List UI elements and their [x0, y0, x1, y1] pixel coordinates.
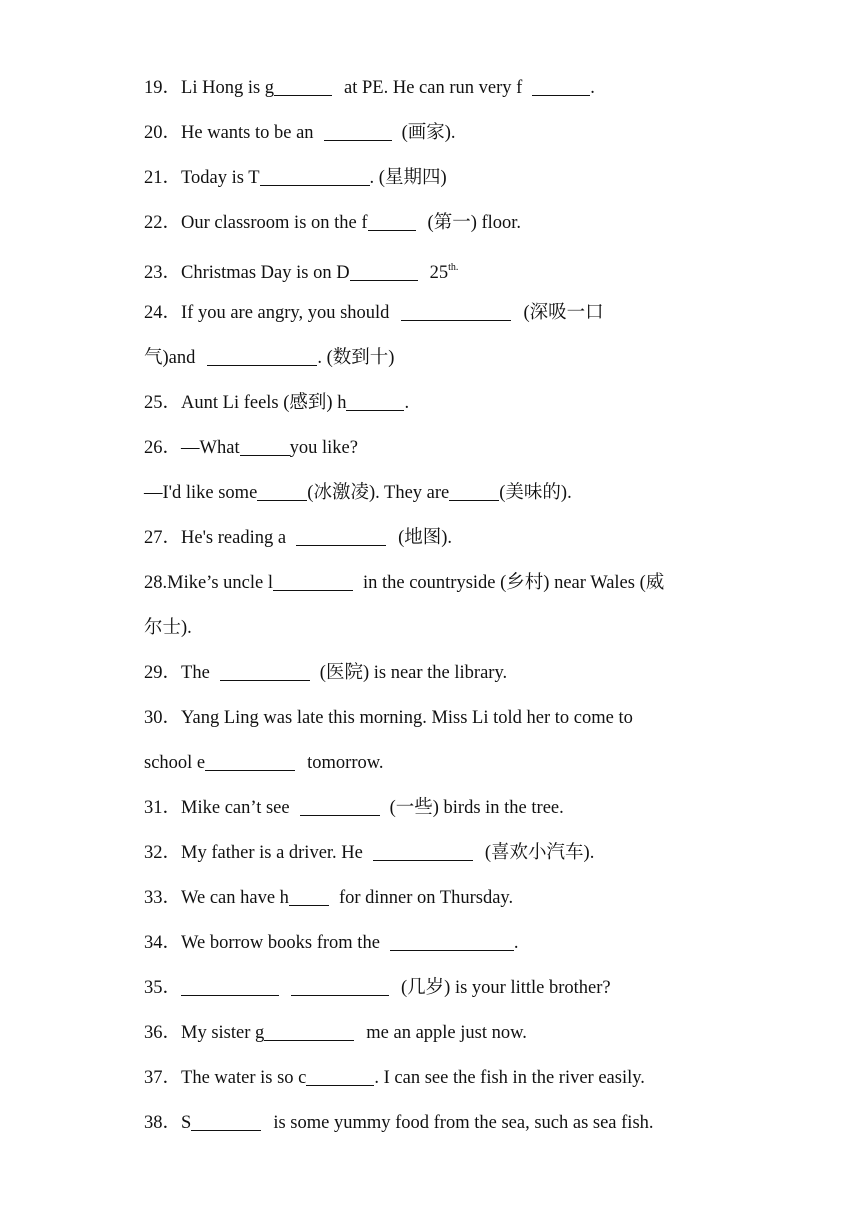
- question-text: . I can see the fish in the river easily.: [374, 1068, 645, 1088]
- question-number: 30．: [144, 708, 182, 728]
- answer-blank[interactable]: [264, 1020, 354, 1041]
- question-33: [144, 880, 744, 925]
- answer-blank[interactable]: [191, 1110, 261, 1131]
- question-29: [144, 655, 744, 700]
- question-text: (美味的).: [499, 483, 572, 503]
- answer-blank[interactable]: [181, 975, 279, 996]
- question-number: 21．: [144, 168, 182, 188]
- question-31: [144, 790, 744, 835]
- question-text: in the countryside (乡村) near Wales (威: [362, 573, 665, 593]
- answer-blank[interactable]: [205, 750, 295, 771]
- question-text: (画家).: [401, 123, 456, 143]
- question-text: is some yummy food from the sea, such as sea fish.: [273, 1113, 654, 1133]
- question-text: Today is T: [181, 168, 260, 188]
- ordinal-suffix: th.: [448, 262, 459, 273]
- answer-blank[interactable]: [296, 525, 386, 546]
- question-text: S: [181, 1113, 192, 1133]
- question-text: (深吸一口: [523, 303, 604, 323]
- question-30: [144, 700, 744, 745]
- question-text: He's reading a: [181, 528, 287, 548]
- question-text: (地图).: [398, 528, 453, 548]
- question-number: 20．: [144, 123, 182, 143]
- question-38: [144, 1105, 744, 1150]
- question-30-continued: [144, 745, 744, 790]
- question-27: [144, 520, 744, 565]
- answer-blank[interactable]: [289, 885, 329, 906]
- question-number: 25．: [144, 393, 182, 413]
- question-22: [144, 205, 744, 250]
- answer-blank[interactable]: [220, 660, 310, 681]
- question-number: 35．: [144, 978, 182, 998]
- question-28: [144, 565, 744, 610]
- question-number: 36．: [144, 1023, 182, 1043]
- question-number: 38．: [144, 1113, 182, 1133]
- question-text: (医院) is near the library.: [319, 663, 508, 683]
- question-28-continued: [144, 610, 744, 655]
- question-number: 28.: [144, 573, 168, 593]
- question-text: (喜欢小汽车).: [484, 843, 595, 863]
- question-text: .: [513, 933, 519, 953]
- question-number: 34．: [144, 933, 182, 953]
- question-text: He wants to be an: [181, 123, 314, 143]
- question-text: 气)and: [144, 348, 196, 368]
- question-number: 26．: [144, 438, 182, 458]
- question-number: 33．: [144, 888, 182, 908]
- question-20: [144, 115, 744, 160]
- answer-blank[interactable]: [273, 570, 353, 591]
- question-text: .: [404, 393, 410, 413]
- question-text: Mike can’t see: [181, 798, 290, 818]
- exercise-page: [144, 70, 744, 1150]
- question-number: 23．: [144, 263, 182, 283]
- answer-blank[interactable]: [350, 260, 418, 281]
- question-text: Li Hong is g: [181, 78, 275, 98]
- question-19: [144, 70, 744, 115]
- question-text: —What: [181, 438, 240, 458]
- question-text: me an apple just now.: [366, 1023, 527, 1043]
- question-text: tomorrow.: [307, 753, 384, 773]
- question-text: .: [590, 78, 595, 98]
- question-text: 尔士).: [144, 618, 192, 638]
- question-text: school e: [144, 753, 206, 773]
- answer-blank[interactable]: [257, 480, 307, 501]
- answer-blank[interactable]: [207, 345, 317, 366]
- answer-blank[interactable]: [324, 120, 392, 141]
- answer-blank[interactable]: [401, 300, 511, 321]
- question-text: . (星期四): [369, 168, 447, 188]
- question-number: 31．: [144, 798, 182, 818]
- question-24-continued: [144, 340, 744, 385]
- answer-blank[interactable]: [260, 165, 370, 186]
- answer-blank[interactable]: [291, 975, 389, 996]
- answer-blank[interactable]: [368, 210, 416, 231]
- answer-blank[interactable]: [274, 75, 332, 96]
- answer-blank[interactable]: [532, 75, 590, 96]
- question-text: Aunt Li feels (感到) h: [181, 393, 347, 413]
- question-37: [144, 1060, 744, 1105]
- question-35: [144, 970, 744, 1015]
- question-number: 19．: [144, 78, 182, 98]
- question-text: The: [181, 663, 210, 683]
- question-34: [144, 925, 744, 970]
- answer-blank[interactable]: [300, 795, 380, 816]
- question-text: 25: [429, 263, 449, 283]
- question-26-answer-line: [144, 475, 744, 520]
- question-text: for dinner on Thursday.: [338, 888, 514, 908]
- answer-blank[interactable]: [373, 840, 473, 861]
- question-text: (几岁) is your little brother?: [401, 978, 611, 998]
- question-text: you like?: [289, 438, 358, 458]
- question-23: [144, 250, 744, 295]
- question-text: If you are angry, you should: [181, 303, 390, 323]
- question-text: Mike’s uncle l: [167, 573, 273, 593]
- question-text: Christmas Day is on D: [181, 263, 350, 283]
- question-text: My father is a driver. He: [181, 843, 363, 863]
- question-21: [144, 160, 744, 205]
- answer-blank[interactable]: [240, 435, 290, 456]
- question-number: 37．: [144, 1068, 182, 1088]
- answer-blank[interactable]: [390, 930, 514, 951]
- question-text: —I'd like some: [144, 483, 258, 503]
- question-text: (冰激凌). They are: [307, 483, 450, 503]
- question-text: (第一) floor.: [427, 213, 522, 233]
- question-text: . (数到十): [317, 348, 395, 368]
- question-number: 22．: [144, 213, 182, 233]
- question-number: 24．: [144, 303, 182, 323]
- question-text: My sister g: [181, 1023, 265, 1043]
- answer-blank[interactable]: [449, 480, 499, 501]
- question-text: Yang Ling was late this morning. Miss Li told her to come to: [181, 708, 633, 728]
- question-text: at PE. He can run very f: [344, 78, 523, 98]
- question-36: [144, 1015, 744, 1060]
- question-text: The water is so c: [181, 1068, 307, 1088]
- question-text: (一些) birds in the tree.: [389, 798, 564, 818]
- question-24: [144, 295, 744, 340]
- answer-blank[interactable]: [346, 390, 404, 411]
- question-text: We can have h: [181, 888, 289, 908]
- question-26: [144, 430, 744, 475]
- question-25: [144, 385, 744, 430]
- question-text: Our classroom is on the f: [181, 213, 368, 233]
- question-number: 29．: [144, 663, 182, 683]
- question-number: 27．: [144, 528, 182, 548]
- question-32: [144, 835, 744, 880]
- answer-blank[interactable]: [306, 1065, 374, 1086]
- question-number: 32．: [144, 843, 182, 863]
- question-text: We borrow books from the: [181, 933, 380, 953]
